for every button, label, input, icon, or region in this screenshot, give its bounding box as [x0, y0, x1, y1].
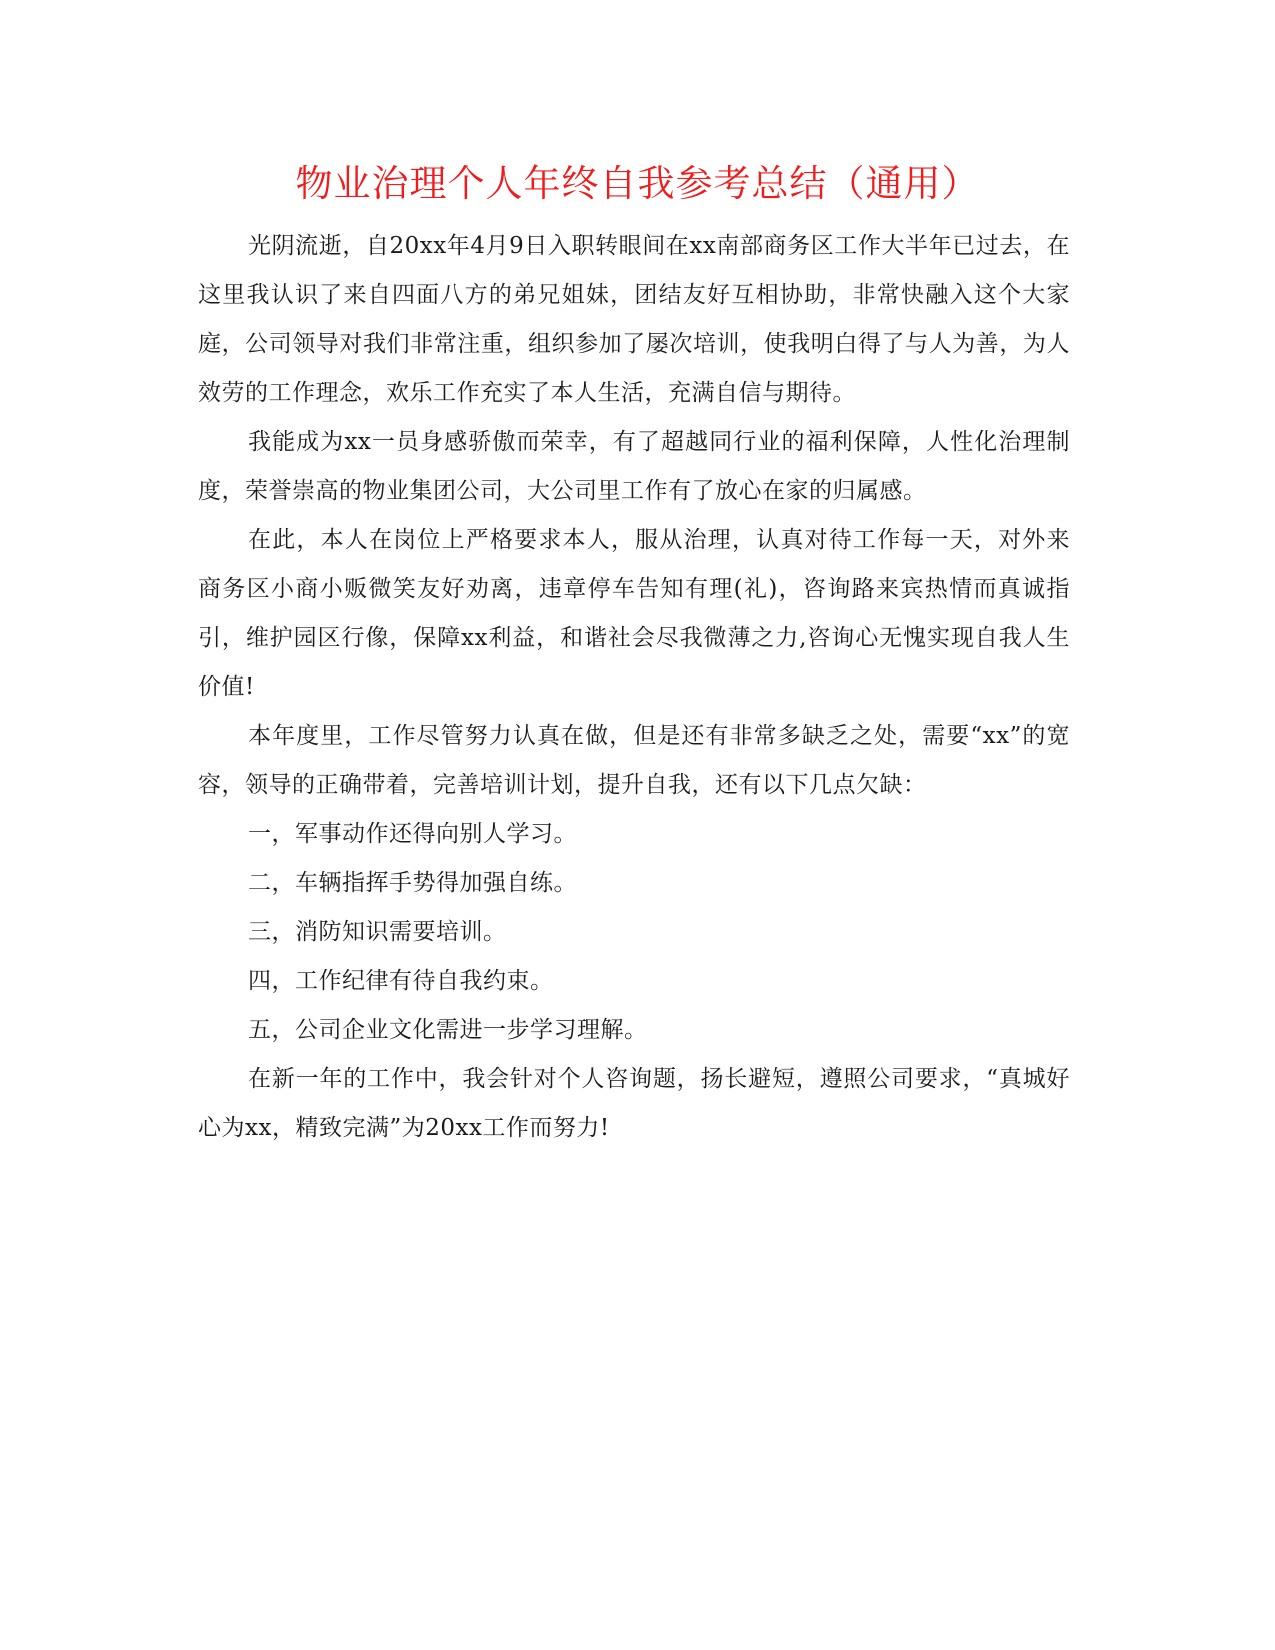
document-title: 物业治理个人年终自我参考总结（通用）: [295, 162, 980, 205]
paragraph-duties: 在此，本人在岗位上严格要求本人，服从治理，认真对待工作每一天，对外来商务区小商小贩微笑友好劝离，违章停车告知有理(礼)，咨询路来宾热情而真诚指引，维护园区行像，保障xx利益，和谐社会尽我微薄之力,咨询心无愧实现自我人生价值!: [198, 527, 1070, 700]
list-item: 五，公司企业文化需进一步学习理解。: [248, 1017, 648, 1043]
list-item: 二，车辆指挥手势得加强自练。: [248, 870, 577, 896]
paragraph-shortcomings: 本年度里，工作尽管努力认真在做，但是还有非常多缺乏之处，需要“xx”的宽容，领导的正确带着，完善培训计划，提升自我，还有以下几点欠缺：: [198, 723, 1070, 798]
list-item: 三，消防知识需要培训。: [248, 919, 507, 945]
list-item: 四，工作纪律有待自我约束。: [248, 968, 554, 994]
paragraph-pride: 我能成为xx一员身感骄傲而荣幸，有了超越同行业的福利保障，人性化治理制度，荣誉崇高的物业集团公司，大公司里工作有了放心在家的归属感。: [198, 429, 1070, 504]
paragraph-closing: 在新一年的工作中，我会针对个人咨询题，扬长避短，遵照公司要求，“真城好心为xx，精致完满”为20xx工作而努力!: [198, 1066, 1070, 1141]
paragraph-intro: 光阴流逝，自20xx年4月9日入职转眼间在xx南部商务区工作大半年已过去，在这里我认识了来自四面八方的弟兄姐妹，团结友好互相协助，非常快融入这个大家庭，公司领导对我们非常注重，组织参加了屡次培训，使我明白得了与人为善，为人效劳的工作理念，欢乐工作充实了本人生活，充满自信与期待。: [198, 233, 1070, 406]
document-body: [198, 222, 1070, 1153]
list-item: 一，军事动作还得向别人学习。: [248, 821, 577, 847]
